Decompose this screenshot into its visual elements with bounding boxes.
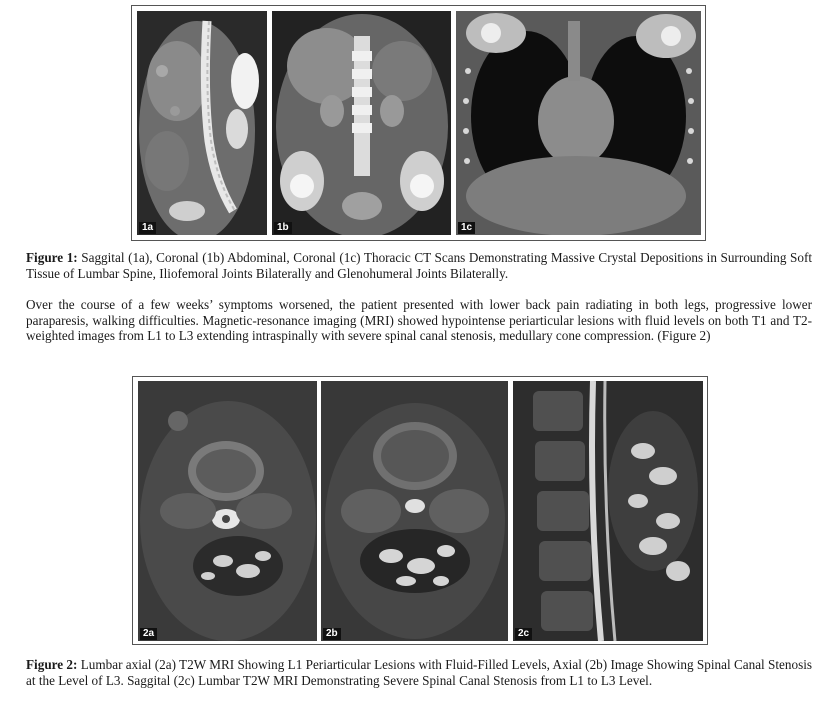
figure-1 bbox=[131, 5, 706, 241]
mri-sagittal-image bbox=[513, 381, 703, 641]
figure-2 bbox=[132, 376, 708, 645]
ct-coronal-thorax-image bbox=[456, 11, 701, 235]
figure-2-caption bbox=[26, 657, 812, 688]
figure-1-caption bbox=[26, 250, 812, 281]
figure-2-caption-text: Lumbar axial (2a) T2W MRI Showing L1 Periarticular Lesions with Fluid-Filled Levels, Axial (2b) Image Showing Spinal Canal Stenosis at the Level of L3. Saggital (2c) Lumbar T2W MRI Demonstrating Severe Spinal Canal Stenosis from L1 to L3 Level. bbox=[26, 657, 812, 688]
body-paragraph: Over the course of a few weeks’ symptoms worsened, the patient presented with lower back pain radiating in both legs, progressive lower paraparesis, walking difficulties. Magnetic-resonance imaging (MRI) showed hypointense periarticular lesions with fluid levels on both T1 and T2-weighted images from L1 to L3 extending intraspinally with severe spinal canal stenosis, medullary cone compression. (Figure 2) bbox=[26, 297, 812, 344]
panel-label: 2b bbox=[323, 628, 341, 640]
panel-label: 2c bbox=[515, 628, 532, 640]
ct-coronal-abdomen-image bbox=[272, 11, 451, 235]
figure-1-caption-text: Saggital (1a), Coronal (1b) Abdominal, Coronal (1c) Thoracic CT Scans Demonstrating Massive Crystal Depositions in Surrounding Soft Tissue of Lumbar Spine, Iliofemoral Joints Bilaterally and Glenohumeral Joints Bilaterally. bbox=[26, 250, 812, 281]
panel-label: 2a bbox=[140, 628, 157, 640]
ct-sagittal-image bbox=[137, 11, 267, 235]
figure-2-caption-label: Figure 2: bbox=[26, 657, 78, 672]
mri-axial-l3-image bbox=[321, 381, 508, 641]
figure-1-caption-label: Figure 1: bbox=[26, 250, 78, 265]
mri-axial-l1-image bbox=[138, 381, 317, 641]
panel-label: 1a bbox=[139, 222, 156, 234]
panel-label: 1b bbox=[274, 222, 292, 234]
panel-label: 1c bbox=[458, 222, 475, 234]
